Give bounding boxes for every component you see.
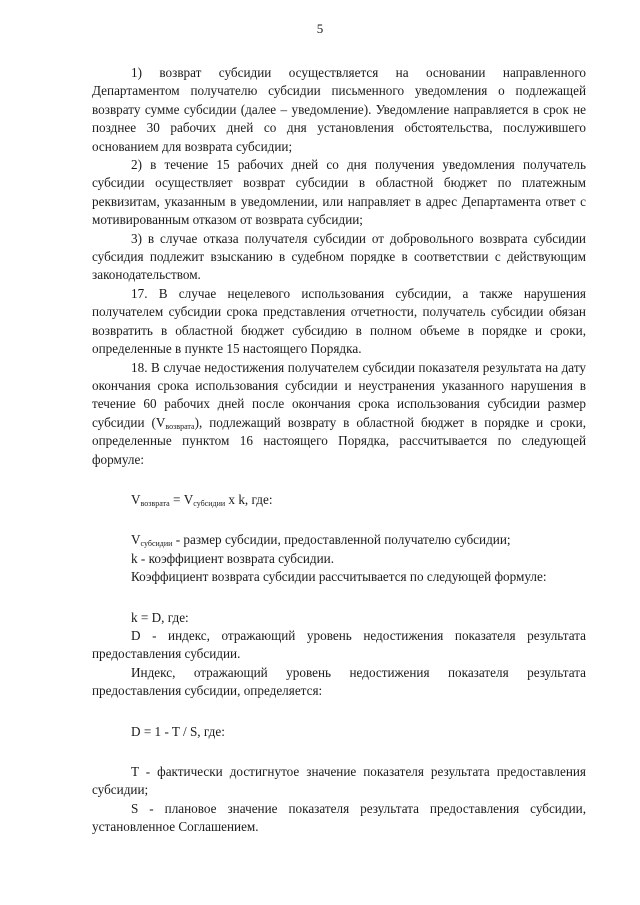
definition-v-sub: субсидии xyxy=(140,539,173,549)
page-number: 5 xyxy=(316,21,324,36)
formula-v-return xyxy=(92,491,586,509)
formula-k: k = D, где: xyxy=(131,609,189,625)
paragraph-18-subscript: возврата xyxy=(165,421,195,431)
coefficient-intro: Коэффициент возврата субсидии рассчитывается по следующей формуле: xyxy=(131,569,547,585)
paragraph-return-1: 1) возврат субсидии осуществляется на основании направленного Департаментом получателю субсидии письменного уведомления о подлежащей возврату сумме субсидии (далее – уведомление). Уведомление направляется в срок не позднее 30 рабочих дней со дня установления обстоятельства, послужившего основанием для возврата субсидии; xyxy=(92,65,586,154)
definition-d: D - индекс, отражающий уровень недостижения показателя результата предоставления субсидии. xyxy=(92,627,586,662)
paragraph-18-text-end: ), подлежащий возврату в областной бюджет в порядке и сроки, определенные пунктом 16 настоящего Порядка, рассчитывается по следующей формуле: xyxy=(92,414,586,467)
definition-v-text: - размер субсидии, предоставленной получателю субсидии; xyxy=(172,532,511,548)
paragraph-17: 17. В случае нецелевого использования субсидии, а также нарушения получателем субсидии срока представления отчетности, получатель субсидии обязан возвратить в областной бюджет субсидию в полном объеме в порядке и сроки, определенные в пункте 15 настоящего Порядка. xyxy=(92,285,586,357)
formula-v-subsidy-sub: субсидии xyxy=(193,498,226,508)
paragraph-18-text-start: 18. В случае недостижения получателем субсидии показателя результата на дату окончания срока использования субсидии и неустранения указанного нарушения в течение 60 рабочих дней после окончания срока использования субсидии размер субсидии (V xyxy=(92,359,586,430)
paragraph-return-3: 3) в случае отказа получателя субсидии от добровольного возврата субсидии субсидия подлежит взысканию в судебном порядке в соответствии с действующим законодательством. xyxy=(92,230,586,283)
formula-equals: = V xyxy=(169,491,194,507)
definition-v-symbol: V xyxy=(131,532,141,548)
definition-k: k - коэффициент возврата субсидии. xyxy=(131,550,334,566)
paragraph-return-2: 2) в течение 15 рабочих дней со дня получения уведомления получатель субсидии осуществляет возврат субсидии в областной бюджет по платежным реквизитам, указанным в уведомлении, или направляет в адрес Департамента ответ с мотивированным отказом от возврата субсидии; xyxy=(92,157,586,228)
definition-s: S - плановое значение показателя результата предоставления субсидии, установленное Соглашением. xyxy=(92,800,586,835)
document-body xyxy=(92,64,586,837)
formula-d: D = 1 - T / S, где: xyxy=(131,723,225,739)
formula-v-symbol: V xyxy=(131,491,141,507)
formula-tail: x k, где: xyxy=(225,491,273,507)
paragraph-18 xyxy=(92,359,586,469)
definition-v-subsidy xyxy=(92,531,586,549)
index-intro: Индекс, отражающий уровень недостижения показателя результата предоставления субсидии, определяется: xyxy=(92,664,586,699)
definition-t: T - фактически достигнутое значение показателя результата предоставления субсидии; xyxy=(92,764,586,798)
formula-v-return-sub: возврата xyxy=(140,498,170,508)
